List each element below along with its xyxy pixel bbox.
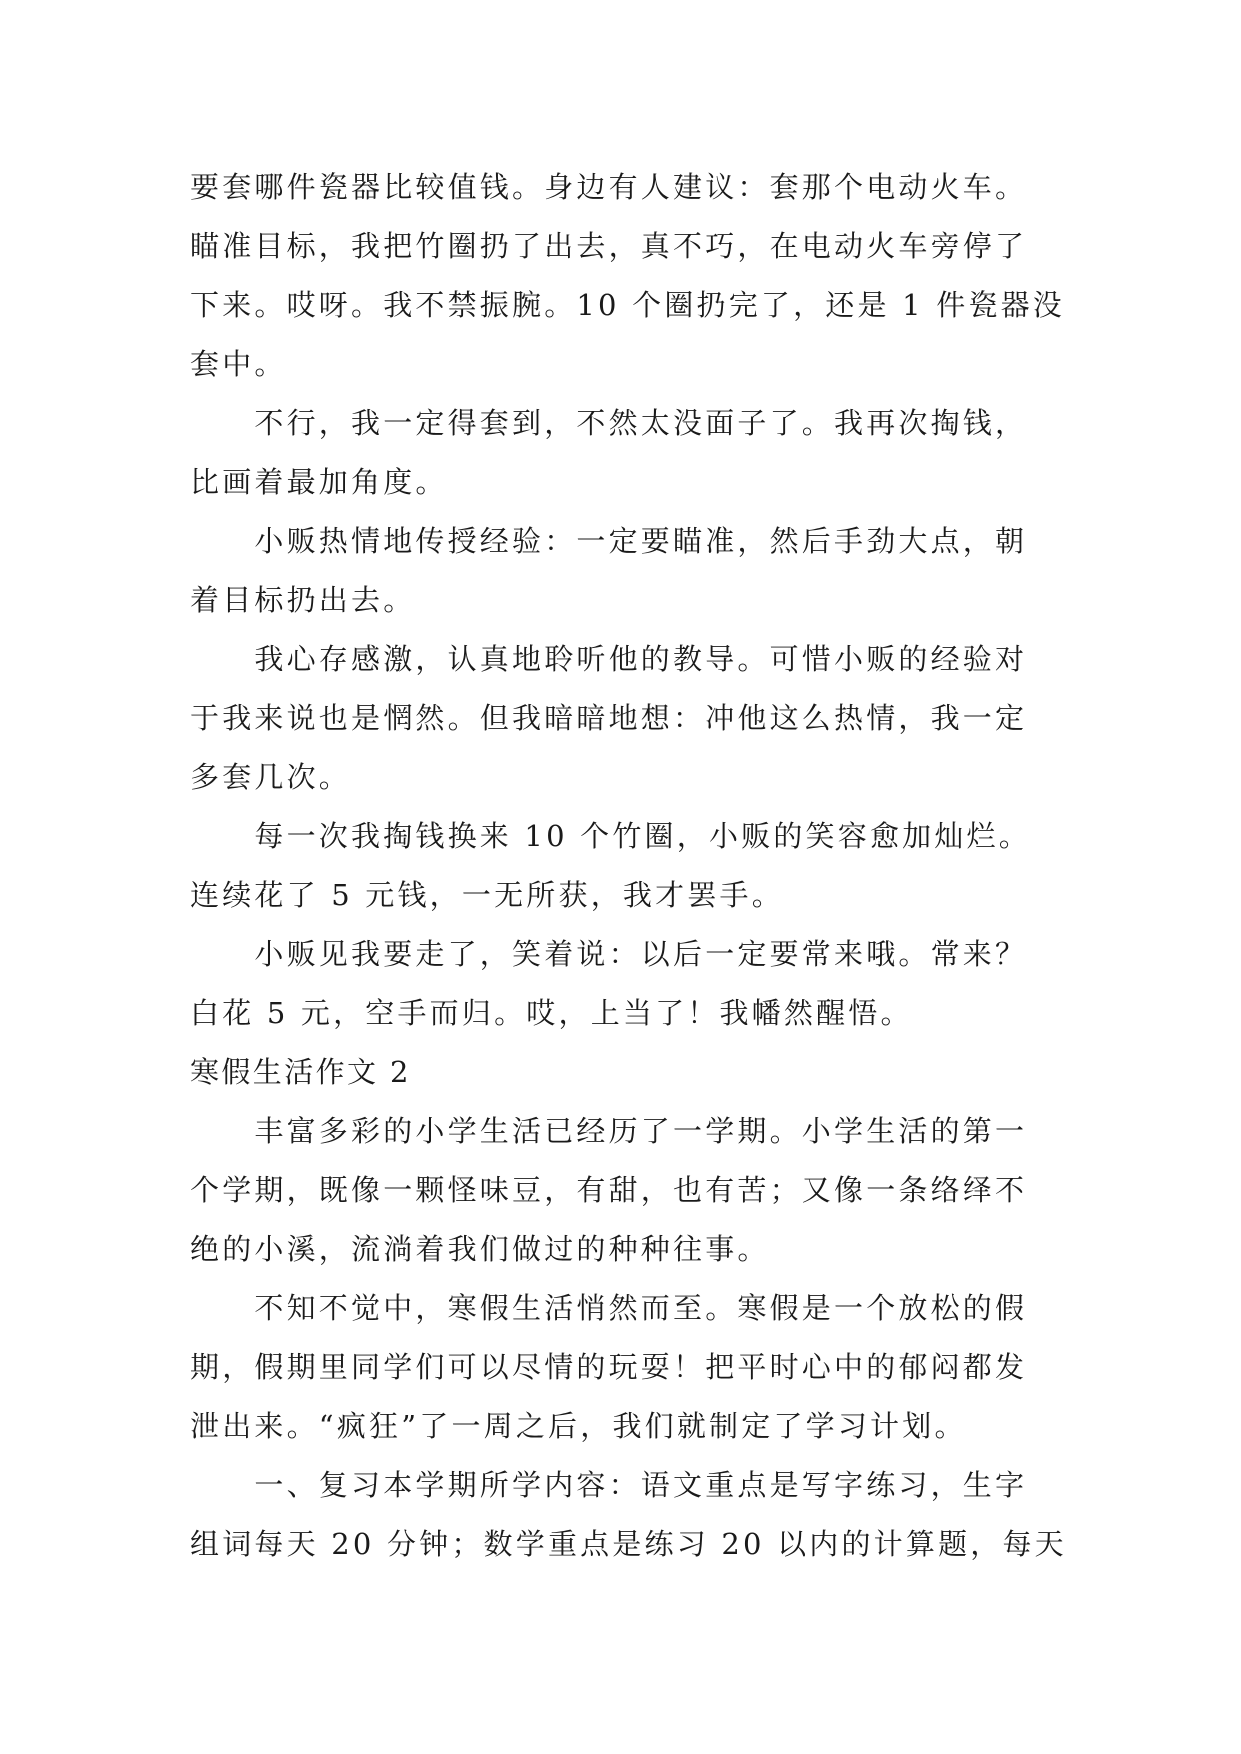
text-line: 期，假期里同学们可以尽情的玩耍！把平时心中的郁闷都发: [190, 1350, 1028, 1384]
text-line: 个学期，既像一颗怪味豆，有甜，也有苦；又像一条络绎不: [190, 1173, 1028, 1207]
text-line: 每一次我掏钱换来 10 个竹圈，小贩的笑容愈加灿烂。: [190, 819, 1031, 853]
text-line: 要套哪件瓷器比较值钱。身边有人建议：套那个电动火车。: [190, 170, 1028, 204]
text-line: 一、复习本学期所学内容：语文重点是写字练习，生字: [190, 1468, 1028, 1502]
text-line: 组词每天 20 分钟；数学重点是练习 20 以内的计算题，每天: [190, 1527, 1067, 1561]
text-line: 小贩见我要走了，笑着说：以后一定要常来哦。常来？: [190, 937, 1028, 971]
text-line: 瞄准目标，我把竹圈扔了出去，真不巧，在电动火车旁停了: [190, 229, 1028, 263]
text-line: 连续花了 5 元钱，一无所获，我才罢手。: [190, 878, 784, 912]
text-line: 泄出来。“疯狂”了一周之后，我们就制定了学习计划。: [190, 1409, 967, 1443]
text-line: 丰富多彩的小学生活已经历了一学期。小学生活的第一: [190, 1114, 1028, 1148]
text-line: 多套几次。: [190, 760, 352, 794]
text-line: 下来。哎呀。我不禁振腕。10 个圈扔完了，还是 1 件瓷器没: [190, 288, 1066, 322]
text-line: 小贩热情地传授经验：一定要瞄准，然后手劲大点，朝: [190, 524, 1028, 558]
text-line: 于我来说也是惘然。但我暗暗地想：冲他这么热情，我一定: [190, 701, 1028, 735]
text-line: 不知不觉中，寒假生活悄然而至。寒假是一个放松的假: [190, 1291, 1028, 1325]
text-line: 比画着最加角度。: [190, 465, 448, 499]
text-line: 套中。: [190, 347, 287, 381]
document-body: [190, 158, 1070, 1574]
section-heading: 寒假生活作文 2: [190, 1055, 411, 1089]
text-line: 白花 5 元，空手而归。哎，上当了！我幡然醒悟。: [190, 996, 913, 1030]
text-line: 我心存感激，认真地聆听他的教导。可惜小贩的经验对: [190, 642, 1028, 676]
text-line: 不行，我一定得套到，不然太没面子了。我再次掏钱，: [190, 406, 1028, 440]
text-line: 着目标扔出去。: [190, 583, 416, 617]
text-line: 绝的小溪，流淌着我们做过的种种往事。: [190, 1232, 770, 1266]
